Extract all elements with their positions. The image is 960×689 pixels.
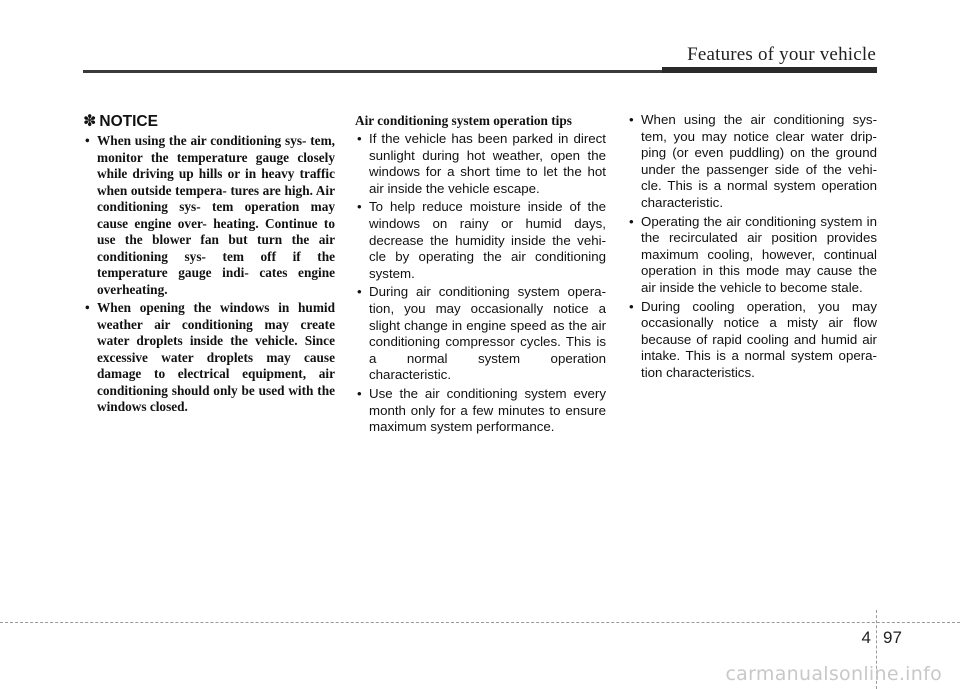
tips-heading: Air conditioning system operation tips bbox=[355, 113, 572, 128]
tips-column bbox=[355, 112, 606, 438]
notice-item-ac-overheating: • When using the air conditioning sys- tem, monitor the temperature gauge closely while driving up hills or in heavy traffic when outside tempera- tures are high. Air conditioning sys- tem operation may cause engine over- heating. Continue to use the blower fan but turn the air conditioning sys- tem off if the temperature gauge indi- cates engine overheating. bbox=[83, 133, 335, 298]
more-tips-list bbox=[627, 112, 877, 382]
notice-item-windows-humid: • When opening the windows in humid weather air conditioning may create water droplets inside the vehicle. Since excessive water droplets may cause damage to electrical equipment, air conditioning should only be used with the windows closed. bbox=[83, 300, 335, 416]
tip-item-water-dripping: • When using the air conditioning sys- tem, you may notice clear water drip- ping (or even puddling) on the ground under the passenger side of the vehi- cle. This is a normal system operation characteristic. bbox=[627, 112, 877, 212]
watermark: carmanualsonline.info bbox=[725, 663, 942, 685]
tip-item-engine-speed: • During air conditioning system opera- tion, you may occasionally notice a slight change in engine speed as the air conditioning compressor cycles. This is a normal system operation characteristic. bbox=[355, 284, 606, 384]
notice-column bbox=[83, 112, 335, 418]
chapter-number: 4 bbox=[861, 628, 871, 647]
tip-item-parked-sunlight: • If the vehicle has been parked in direct sunlight during hot weather, open the windows for a short time to let the hot air inside the vehicle escape. bbox=[355, 131, 606, 197]
section-header-title: Features of your vehicle bbox=[687, 44, 876, 65]
tip-item-monthly-use: • Use the air conditioning system every month only for a few minutes to ensure maximum system performance. bbox=[355, 386, 606, 436]
notice-heading bbox=[83, 112, 335, 132]
header-rule-accent bbox=[662, 67, 877, 73]
tips-list bbox=[355, 131, 606, 436]
tip-item-recirculated-air: • Operating the air conditioning system in the recirculated air position provides maximum cooling, however, continual operation in this mode may cause the air inside the vehicle to become stale. bbox=[627, 214, 877, 297]
notice-title: NOTICE bbox=[99, 113, 158, 130]
notice-star-icon: ✽ bbox=[83, 113, 97, 130]
tip-item-misty-air: • During cooling operation, you may occasionally notice a misty air flow because of rapid cooling and humid air intake. This is a normal system opera- tion characteristics. bbox=[627, 299, 877, 382]
footer-rule bbox=[0, 622, 960, 623]
page-number: 97 bbox=[883, 628, 902, 647]
more-tips-column bbox=[627, 112, 877, 384]
tip-item-reduce-moisture: • To help reduce moisture inside of the windows on rainy or humid days, decrease the humidity inside the vehi- cle by operating the air conditioning system. bbox=[355, 199, 606, 282]
notice-list bbox=[83, 133, 335, 416]
